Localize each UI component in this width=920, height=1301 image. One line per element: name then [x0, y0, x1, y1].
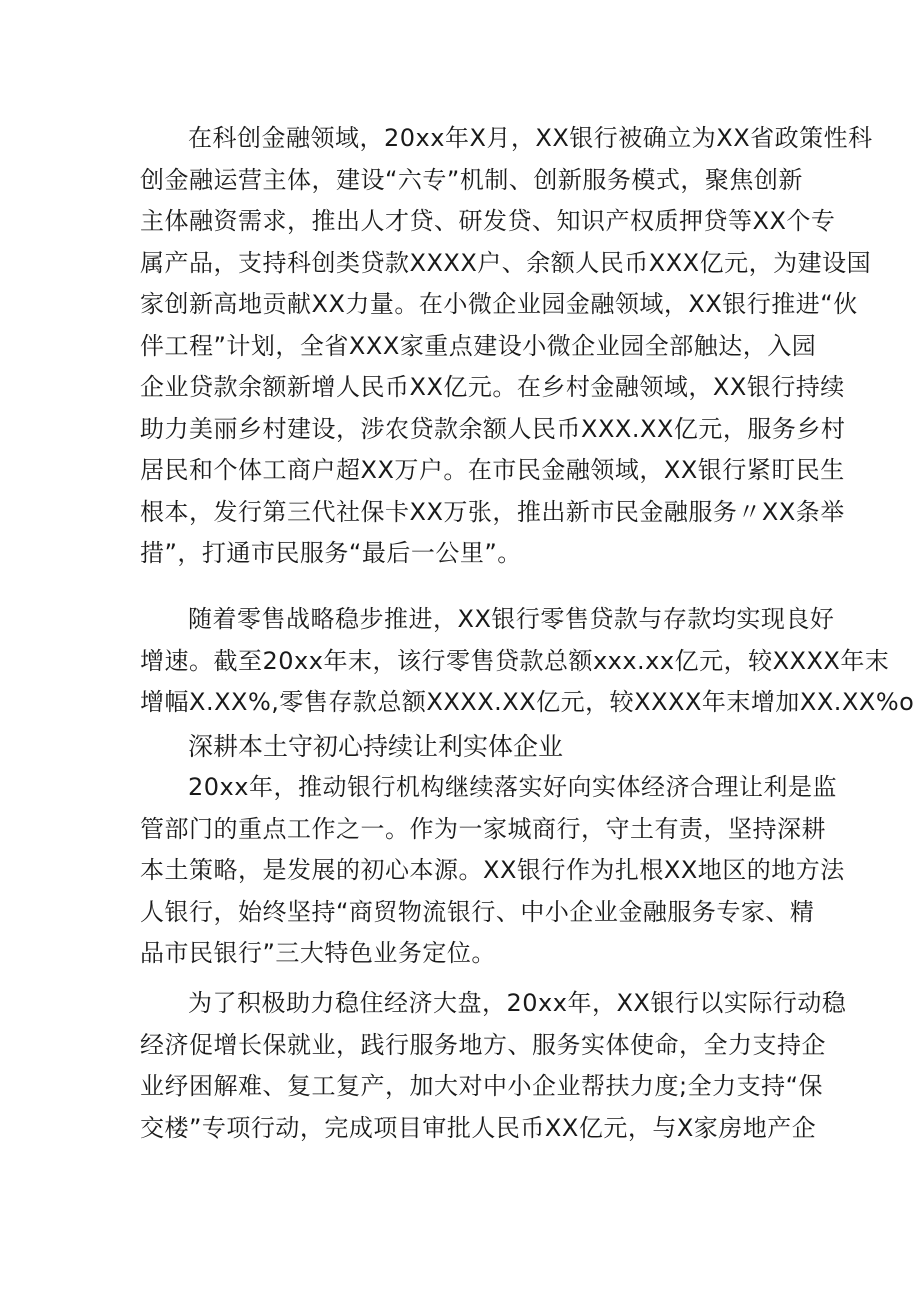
text-line: 属产品，支持科创类贷款XXXX户、余额人民币XXX亿元，为建设国 — [140, 248, 872, 277]
text-line: 伴工程”计划，全省XXX家重点建设小微企业园全部触达，入园 — [140, 331, 817, 360]
paragraph-profit-concession — [140, 767, 845, 975]
text-line: 交楼”专项行动，完成项目审批人民币XX亿元，与X家房地产企 — [140, 1113, 817, 1142]
text-line: 居民和个体工商户超XX万户。在市民金融领域，XX银行紧盯民生 — [140, 456, 845, 484]
text-line: 增速。截至20xx年末，该行零售贷款总额xxx.xx亿元，较XXXX年末 — [140, 646, 890, 675]
text-line: 管部门的重点工作之一。作为一家城商行，守土有责，坚持深耕 — [140, 814, 826, 843]
text-line: 措”，打通市民服务“最后一公里”。 — [140, 539, 522, 567]
paragraph-retail — [140, 599, 915, 724]
text-line: 品市民银行”三大特色业务定位。 — [140, 939, 496, 967]
text-line: 在科创金融领域，20xx年X月，XX银行被确立为XX省政策性科 — [188, 124, 873, 152]
text-line: 随着零售战略稳步推进，XX银行零售贷款与存款均实现良好 — [188, 605, 835, 633]
paragraph-economy-support — [140, 983, 847, 1149]
text-line: 根本，发行第三代社保卡XX万张，推出新市民金融服务〃XX条举 — [140, 497, 845, 526]
text-line: 企业贷款余额新增人民币XX亿元。在乡村金融领域，XX银行持续 — [140, 373, 845, 401]
text-line: 助力美丽乡村建设，涉农贷款余额人民币XXX.XX亿元，服务乡村 — [140, 414, 846, 443]
text-line: 人银行，始终坚持“商贸物流银行、中小企业金融服务专家、精 — [140, 897, 815, 926]
text-line: 20xx年，推动银行机构继续落实好向实体经济合理让利是监 — [188, 773, 837, 801]
text-line: 增幅X.XX%,零售存款总额XXXX.XX亿元，较XXXX年末增加XX.XX%o — [140, 688, 915, 716]
text-line: 本土策略，是发展的初心本源。XX银行作为扎根XX地区的地方法 — [140, 856, 845, 884]
section-heading: 深耕本土守初心持续让利实体企业 — [188, 732, 564, 761]
text-line: 主体融资需求，推出人才贷、研发贷、知识产权质押贷等XX个专 — [140, 207, 836, 235]
text-line: 经济促增长保就业，践行服务地方、服务实体使命，全力支持企 — [140, 1030, 826, 1059]
text-line: 为了积极助力稳住经济大盘，20xx年，XX银行以实际行动稳 — [188, 989, 847, 1017]
text-line: 业纾困解难、复工复产，加大对中小企业帮扶力度;全力支持“保 — [140, 1072, 824, 1100]
text-line: 家创新高地贡献XX力量。在小微企业园金融领域，XX银行推进“伙 — [140, 290, 858, 318]
paragraph-tech-finance — [140, 118, 873, 575]
text-line: 创金融运营主体，建设“六专”机制、创新服务模式，聚焦创新 — [140, 165, 803, 194]
